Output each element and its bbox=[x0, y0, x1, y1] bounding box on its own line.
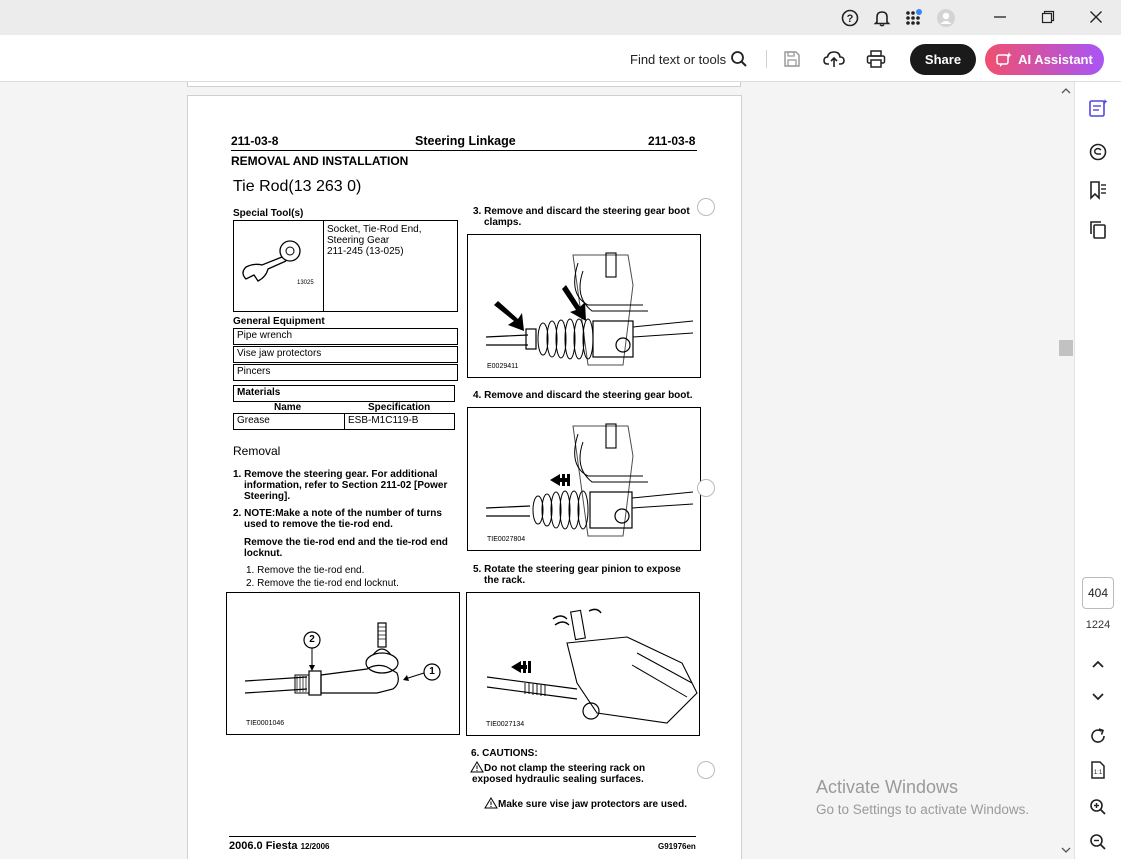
figure-tie-rod bbox=[226, 592, 460, 735]
next-page-icon[interactable] bbox=[1087, 686, 1109, 708]
zoom-in-icon[interactable] bbox=[1087, 796, 1109, 818]
header-rule bbox=[231, 150, 697, 151]
figure-id: TIE0001046 bbox=[246, 720, 285, 727]
removal-heading: Removal bbox=[233, 444, 281, 458]
special-tools-table bbox=[233, 220, 458, 312]
figure-id: TIE0027134 bbox=[486, 721, 525, 728]
warning-icon bbox=[470, 761, 484, 776]
tool-code: 13025 bbox=[297, 280, 314, 286]
figure-id: E0029411 bbox=[487, 363, 519, 370]
current-page-input[interactable]: 404 bbox=[1082, 577, 1114, 609]
caution-2: Make sure vise jaw protectors are used. bbox=[498, 799, 728, 810]
materials-col-name: Name bbox=[274, 402, 302, 413]
zoom-out-icon[interactable] bbox=[1087, 831, 1109, 853]
scroll-up-icon[interactable] bbox=[1061, 86, 1071, 96]
close-icon[interactable] bbox=[1081, 5, 1111, 29]
material-name: Grease bbox=[233, 413, 345, 430]
equipment-item: Pipe wrench bbox=[233, 328, 458, 345]
apps-icon[interactable] bbox=[904, 8, 924, 28]
total-pages: 1224 bbox=[1085, 619, 1111, 631]
materials-col-spec: Specification bbox=[368, 402, 431, 413]
steering-gear-clamps-illustration bbox=[468, 235, 700, 377]
bell-icon[interactable] bbox=[872, 8, 892, 28]
pages-icon[interactable] bbox=[1087, 219, 1109, 241]
step-2-note: 2. NOTE:Make a note of the number of turns used to remove the tie-rod end. bbox=[233, 508, 442, 530]
svg-text:?: ? bbox=[846, 13, 854, 25]
step-2-main: Remove the tie-rod end and the tie-rod end locknut. bbox=[244, 537, 448, 559]
footer-rule bbox=[229, 836, 696, 837]
bookmark-icon[interactable] bbox=[1087, 179, 1109, 201]
tie-rod-illustration bbox=[227, 593, 459, 734]
section-heading: REMOVAL AND INSTALLATION bbox=[231, 154, 409, 168]
share-button[interactable]: Share bbox=[910, 44, 976, 75]
previous-page-edge bbox=[187, 82, 741, 87]
header-section-number-right: 211-03-8 bbox=[648, 134, 696, 148]
materials-heading: Materials bbox=[233, 385, 455, 402]
figure-boot bbox=[467, 407, 701, 551]
scroll-down-icon[interactable] bbox=[1061, 845, 1071, 855]
step-6-heading: 6. CAUTIONS: bbox=[471, 748, 538, 759]
ai-summary-icon[interactable] bbox=[1087, 97, 1109, 119]
callout-1: 1 bbox=[429, 666, 435, 677]
save-icon[interactable] bbox=[780, 47, 804, 71]
fit-page-icon[interactable] bbox=[1087, 759, 1109, 781]
title-bar bbox=[0, 0, 1121, 35]
equipment-item: Pincers bbox=[233, 364, 458, 381]
step-5: 5. Rotate the steering gear pinion to expose the rack. bbox=[473, 564, 681, 586]
find-text-label[interactable]: Find text or tools bbox=[630, 52, 727, 67]
steering-gear-boot-illustration bbox=[468, 408, 700, 550]
header-title: Steering Linkage bbox=[415, 134, 516, 148]
print-icon[interactable] bbox=[864, 47, 888, 71]
pdf-page bbox=[187, 95, 742, 859]
tool-description: Socket, Tie-Rod End, Steering Gear 211-245 (13-025) bbox=[327, 224, 422, 257]
figure-id: TIE0027804 bbox=[487, 536, 526, 543]
ai-assistant-label: AI Assistant bbox=[1018, 52, 1093, 67]
comment-marker[interactable] bbox=[697, 198, 715, 216]
warning-icon bbox=[484, 797, 498, 812]
equipment-item: Vise jaw protectors bbox=[233, 346, 458, 363]
cloud-upload-icon[interactable] bbox=[822, 47, 846, 71]
right-rail bbox=[1074, 82, 1121, 859]
figure-rack bbox=[466, 592, 700, 736]
footer-model: 2006.0 Fiesta 12/2006 bbox=[229, 840, 330, 852]
comment-icon[interactable] bbox=[1087, 141, 1109, 163]
footer-code: G91976en bbox=[658, 842, 696, 851]
document-viewport[interactable] bbox=[0, 82, 1058, 859]
step-1: 1. Remove the steering gear. For additional information, refer to Section 211-02 [Power Steering]. bbox=[233, 469, 448, 502]
activation-watermark-title: Activate Windows bbox=[816, 777, 959, 797]
callout-2: 2 bbox=[309, 634, 315, 645]
restore-icon[interactable] bbox=[1033, 5, 1063, 29]
page-title: Tie Rod(13 263 0) bbox=[233, 178, 362, 195]
activation-watermark-subtitle: Go to Settings to activate Windows. bbox=[816, 802, 1030, 817]
toolbar bbox=[0, 35, 1121, 82]
ai-assistant-button[interactable] bbox=[985, 44, 1104, 75]
step-3: 3. Remove and discard the steering gear boot clamps. bbox=[473, 206, 690, 228]
help-icon[interactable] bbox=[840, 8, 860, 28]
scroll-thumb[interactable] bbox=[1059, 340, 1073, 356]
step-2-substep-1: 1. Remove the tie-rod end. bbox=[246, 565, 365, 576]
general-equipment-heading: General Equipment bbox=[233, 316, 325, 327]
steering-rack-illustration bbox=[467, 593, 699, 735]
step-4: 4. Remove and discard the steering gear boot. bbox=[473, 390, 693, 401]
ai-sparkle-icon bbox=[996, 52, 1012, 68]
header-section-number: 211-03-8 bbox=[231, 134, 279, 148]
avatar-icon[interactable] bbox=[936, 8, 956, 28]
comment-marker[interactable] bbox=[697, 479, 715, 497]
figure-boot-clamps bbox=[467, 234, 701, 378]
step-2-substep-2: 2. Remove the tie-rod end locknut. bbox=[246, 578, 399, 589]
vertical-scrollbar[interactable] bbox=[1058, 82, 1074, 859]
minimize-icon[interactable] bbox=[985, 5, 1015, 29]
search-icon[interactable] bbox=[727, 47, 751, 71]
special-tools-heading: Special Tool(s) bbox=[233, 208, 304, 219]
caution-1: Do not clamp the steering rack on exposed hydraulic sealing surfaces. bbox=[472, 763, 646, 785]
previous-page-icon[interactable] bbox=[1087, 653, 1109, 675]
material-spec: ESB-M1C119-B bbox=[344, 413, 455, 430]
comment-marker[interactable] bbox=[697, 761, 715, 779]
svg-text:1:1: 1:1 bbox=[1093, 770, 1103, 776]
rotate-icon[interactable] bbox=[1087, 725, 1109, 747]
toolbar-divider bbox=[766, 50, 767, 68]
